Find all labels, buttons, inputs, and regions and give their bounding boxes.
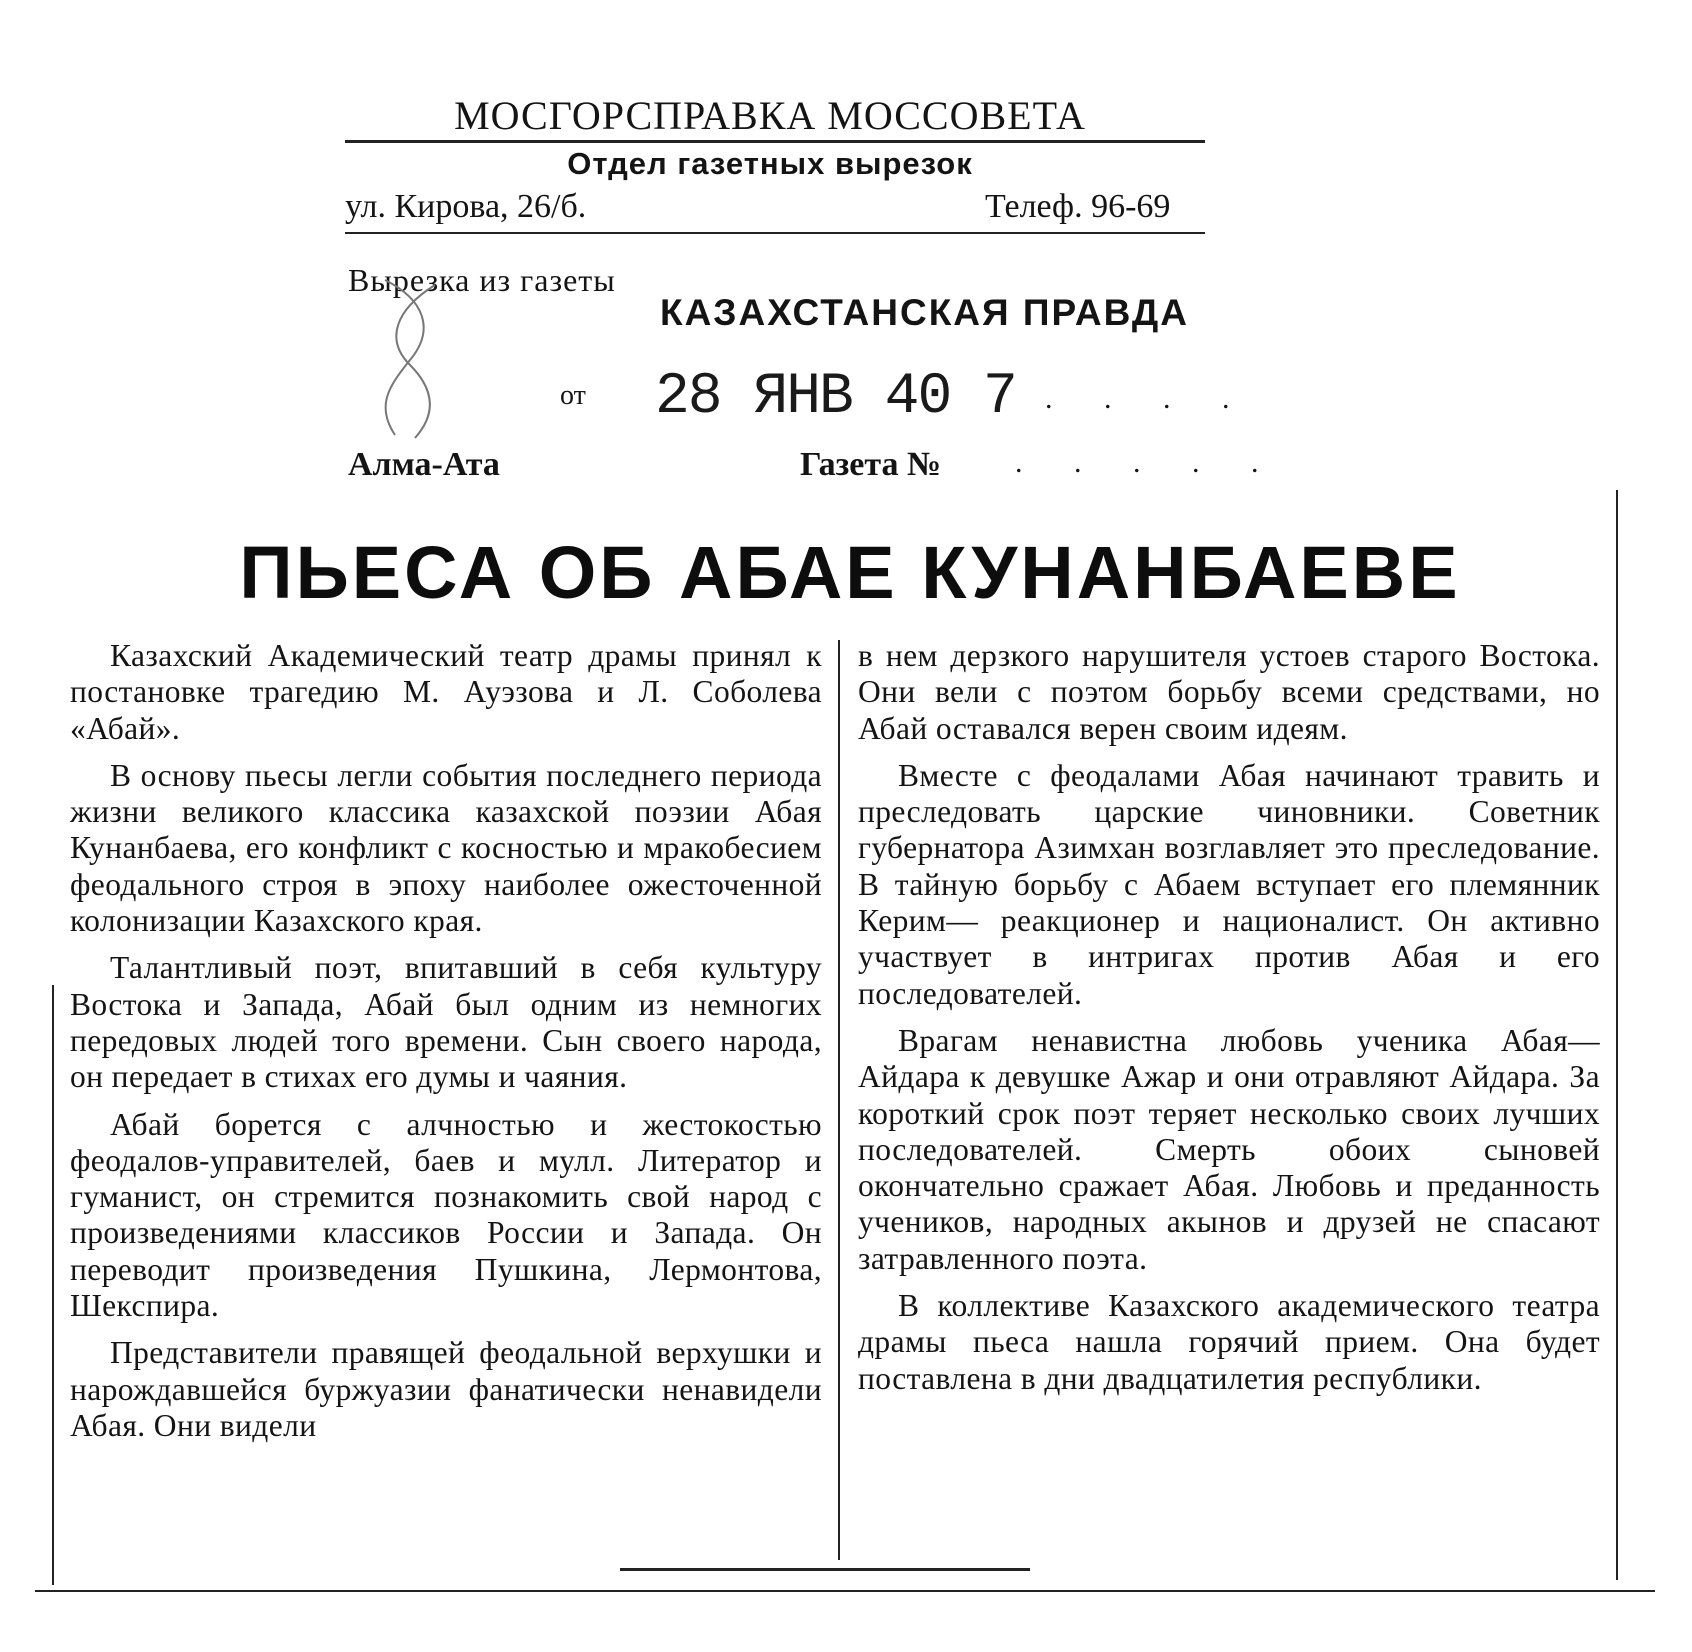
article-paragraph: Талантливый поэт, впитавший в себя культуру Востока и Запада, Абай был одним из немногих передовых людей того времени. Сын своего народа, он передает в стихах его думы и чаяния. xyxy=(70,950,822,1095)
article-paragraph: Абай борется с алчностью и жестокостью феодалов-управителей, баев и мулл. Литератор и гуманист, он стремится познакомить свой народ с произведениями классиков России и Запада. Он переводит произведения Пушкина, Лермонтова, Шекспира. xyxy=(70,1106,822,1324)
left-border-line xyxy=(52,985,54,1585)
clipping-label: Вырезка из газеты xyxy=(348,262,616,298)
bottom-cut-line xyxy=(35,1590,1655,1592)
issue-number-dots: . . . . . xyxy=(1015,446,1281,479)
article-paragraph: Вместе с феодалами Абая начинают травить и преследовать царские чиновники. Советник губернатора Азимхан возглавляет это преследование. В тайную борьбу с Абаем вступает его племянник Керим— реакционер и националист. Он активно участвует в интригах против Абая и его последователей. xyxy=(858,757,1600,1011)
newspaper-name: КАЗАХСТАНСКАЯ ПРАВДА xyxy=(660,292,1189,333)
column-divider xyxy=(838,640,840,1560)
address-divider xyxy=(345,232,1205,234)
address: ул. Кирова, 26/б. xyxy=(345,188,587,225)
article-paragraph: Представители правящей феодальной верхушки и нарождавшейся буржуазии фанатически ненавидели Абая. Они видели xyxy=(70,1335,822,1443)
article-paragraph: В коллективе Казахского академического театра драмы пьеса нашла горячий прием. Она будет поставлена в дни двадцатилетия республики. xyxy=(858,1288,1600,1396)
phone-number: Телеф. 96-69 xyxy=(985,188,1171,225)
city: Алма-Ата xyxy=(348,446,500,483)
article-left-column xyxy=(70,638,822,1444)
issue-number-label: Газета № xyxy=(800,446,942,483)
header-divider xyxy=(345,140,1205,143)
department-title: Отдел газетных вырезок xyxy=(567,146,973,181)
article-paragraph: в нем дерзкого нарушителя устоев старого Востока. Они вели с поэтом борьбу всеми средствами, но Абай оставался верен своим идеям. xyxy=(858,638,1600,746)
article-right-column xyxy=(858,638,1600,1408)
right-border-line xyxy=(1616,490,1618,1580)
article-paragraph: Казахский Академический театр драмы принял к постановке трагедию М. Ауэзова и Л. Соболева «Абай». xyxy=(70,638,822,746)
article-paragraph: В основу пьесы легли события последнего периода жизни великого классика казахской поэзии Абая Кунанбаева, его конфликт с косностью и мракобесием феодального строя в эпоху наиболее ожесточенной колонизации Казахского края. xyxy=(70,757,822,939)
article-paragraph: Врагам ненавистна любовь ученика Абая—Айдара к девушке Ажар и они отравляют Айдара. За короткий срок поэт теряет несколько своих лучших последователей. Смерть обоих сыновей окончательно сражает Абая. Любовь и преданность учеников, народных акынов и друзей не спасают затравленного поэта. xyxy=(858,1022,1600,1276)
pencil-mark xyxy=(355,270,465,445)
date-prefix: от xyxy=(560,380,586,411)
article-headline: ПЬЕСА ОБ АБАЕ КУНАНБАЕВЕ xyxy=(239,531,1461,614)
date-stamp: 28 ЯНВ 40 7 xyxy=(655,365,1016,430)
article-end-rule xyxy=(620,1568,1030,1571)
organization-title: МОСГОРСПРАВКА МОССОВЕТА xyxy=(454,93,1086,138)
date-dots: . . . . xyxy=(1045,382,1252,415)
